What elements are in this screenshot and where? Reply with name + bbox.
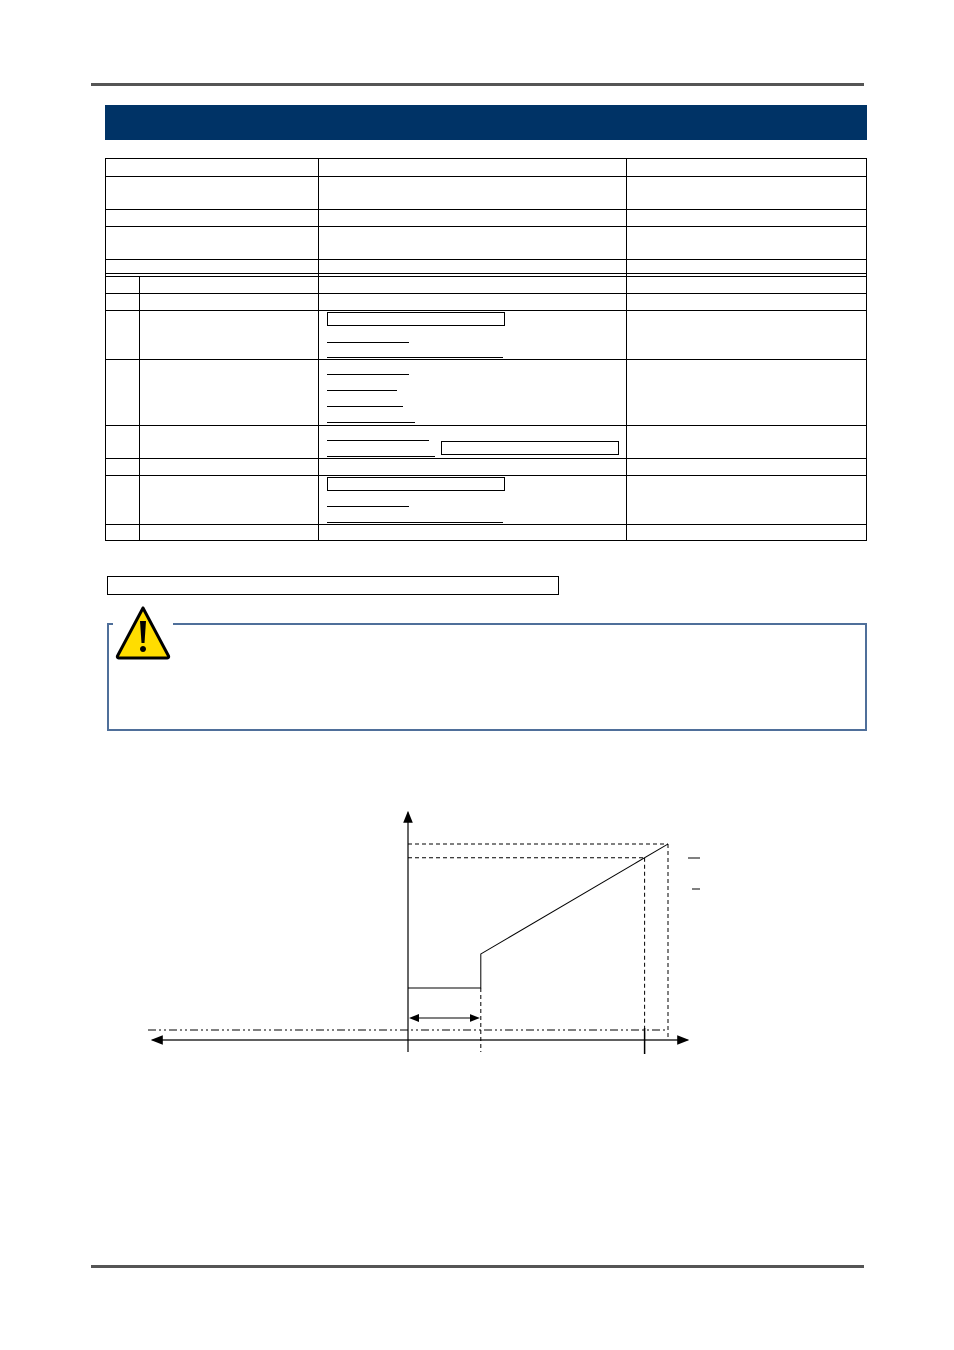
table-row-line — [105, 209, 867, 210]
section-title-bar — [105, 105, 867, 140]
timing-chart — [140, 800, 700, 1070]
warning-triangle-icon — [113, 605, 173, 661]
parameter-table — [105, 158, 867, 541]
chart-svg — [140, 800, 700, 1070]
table-row-line — [105, 475, 867, 476]
placeholder-box — [327, 312, 505, 326]
table-row-line — [105, 276, 867, 277]
placeholder-underline — [327, 440, 429, 441]
placeholder-box — [441, 441, 619, 455]
placeholder-underline — [327, 522, 503, 523]
table-col-line — [626, 158, 627, 541]
placeholder-underline — [327, 406, 403, 407]
table-row-line — [105, 226, 867, 227]
table-row-line — [105, 273, 867, 274]
placeholder-box — [327, 477, 505, 491]
note-box — [107, 576, 559, 595]
footer-rule — [91, 1265, 864, 1268]
table-col-line — [318, 158, 319, 541]
placeholder-underline — [327, 422, 415, 423]
table-row-line — [105, 425, 867, 426]
table-col-line — [139, 276, 140, 541]
table-row-line — [105, 524, 867, 525]
placeholder-underline — [327, 506, 409, 507]
table-row-line — [105, 176, 867, 177]
table-row-line — [105, 458, 867, 459]
placeholder-underline — [327, 374, 409, 375]
table-row-line — [105, 259, 867, 260]
series-solid — [408, 844, 668, 988]
placeholder-underline — [327, 342, 409, 343]
placeholder-underline — [327, 357, 503, 358]
header-rule — [91, 83, 864, 86]
table-row-line — [105, 293, 867, 294]
warning-box — [107, 623, 867, 731]
placeholder-underline — [327, 390, 397, 391]
table-row-line — [105, 359, 867, 360]
placeholder-underline — [327, 456, 435, 457]
table-row-line — [105, 310, 867, 311]
